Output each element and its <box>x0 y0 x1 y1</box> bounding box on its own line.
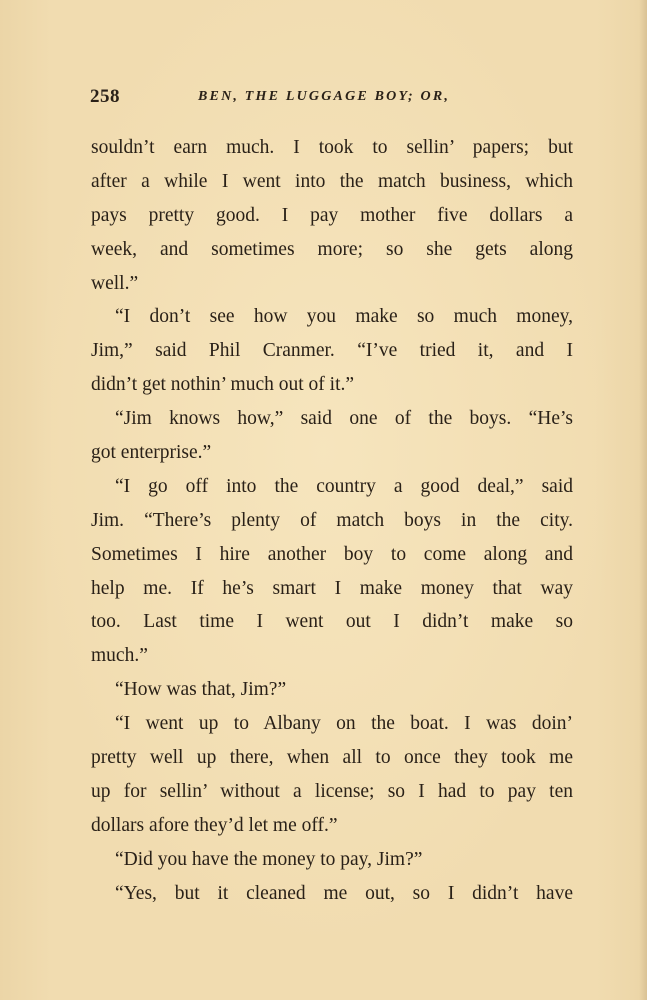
text-line: got enterprise.” <box>91 442 212 464</box>
text-line: dollars afore they’d let me off.” <box>91 814 338 836</box>
text-line: “I go off into the country a good deal,” said <box>115 475 573 497</box>
text-line: well.” <box>91 272 139 294</box>
text-line: help me. If he’s smart I make money that way <box>91 577 573 599</box>
text-line: “I don’t see how you make so much money, <box>115 306 573 328</box>
text-line: after a while I went into the match business, which <box>91 170 573 192</box>
text-line: “Did you have the money to pay, Jim?” <box>115 848 423 870</box>
text-line: didn’t get nothin’ much out of it.” <box>91 374 355 396</box>
text-line: up for sellin’ without a license; so I had to pay ten <box>91 780 573 802</box>
text-line: “Jim knows how,” said one of the boys. “He’s <box>115 408 573 430</box>
text-line: Jim. “There’s plenty of match boys in the city. <box>91 509 573 531</box>
text-line: pretty well up there, when all to once they took me <box>91 747 573 769</box>
text-line: Sometimes I hire another boy to come along and <box>91 543 573 565</box>
text-line: souldn’t earn much. I took to sellin’ papers; but <box>91 137 573 158</box>
text-line: “How was that, Jim?” <box>115 679 287 701</box>
text-line: Jim,” said Phil Cranmer. “I’ve tried it, and I <box>91 340 573 362</box>
text-line: week, and sometimes more; so she gets along <box>91 238 573 260</box>
page-number: 258 <box>90 86 120 107</box>
page-edge-shadow <box>639 0 647 1000</box>
page-header <box>90 86 575 112</box>
text-line: “I went up to Albany on the boat. I was doin’ <box>115 713 573 735</box>
text-line: pays pretty good. I pay mother five dollars a <box>91 204 573 226</box>
text-line: “Yes, but it cleaned me out, so I didn’t have <box>115 882 573 904</box>
body-text <box>91 131 573 910</box>
text-line: much.” <box>91 645 148 667</box>
running-head: BEN, THE LUGGAGE BOY; OR, <box>198 89 451 104</box>
text-line: too. Last time I went out I didn’t make so <box>91 611 573 633</box>
